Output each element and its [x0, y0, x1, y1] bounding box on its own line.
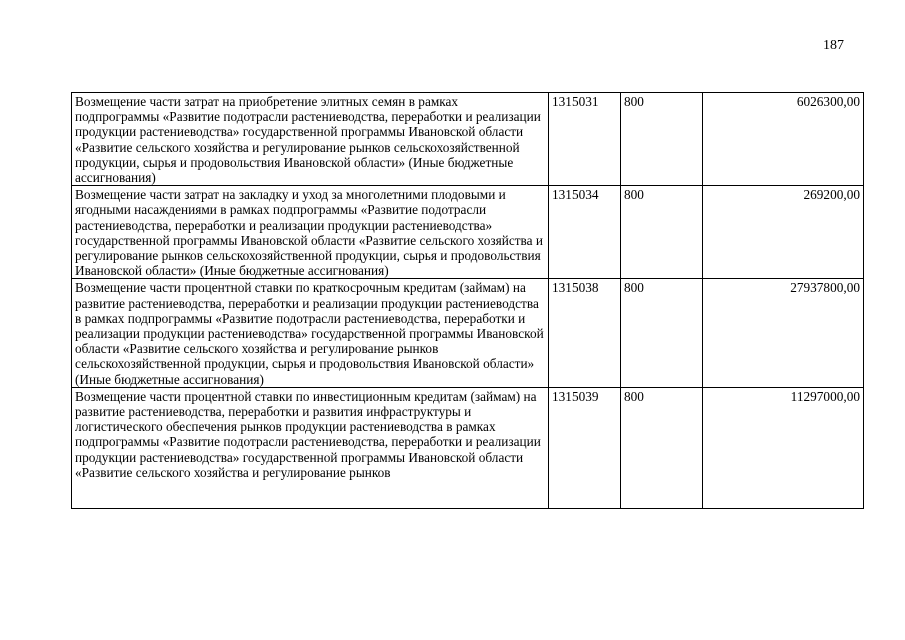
target-code-cell: 1315038 — [549, 279, 621, 387]
table-row — [72, 279, 864, 387]
target-code-cell: 1315031 — [549, 93, 621, 186]
table-row — [72, 186, 864, 279]
expense-type-cell: 800 — [621, 387, 703, 508]
sum-cell: 269200,00 — [703, 186, 864, 279]
target-code-cell: 1315039 — [549, 387, 621, 508]
target-code-cell: 1315034 — [549, 186, 621, 279]
expense-name-cell: Возмещение части процентной ставки по краткосрочным кредитам (займам) на развитие растениеводства, переработки и реализации продукции растениеводства в рамках подпрограммы «Развитие подотрасли растениеводства, переработки и реализации продукции растениеводства» государственной программы Ивановской области «Развитие сельского хозяйства и регулирование рынков сельскохозяйственной продукции, сырья и продовольствия Ивановской области» (Иные бюджетные ассигнования) — [72, 279, 549, 387]
sum-cell: 6026300,00 — [703, 93, 864, 186]
expense-type-cell: 800 — [621, 279, 703, 387]
expense-type-cell: 800 — [621, 186, 703, 279]
expense-name-cell: Возмещение части затрат на приобретение элитных семян в рамках подпрограммы «Развитие подотрасли растениеводства, переработки и реализации продукции растениеводства» государственной программы Ивановской области «Развитие сельского хозяйства и регулирование рынков сельскохозяйственной продукции, сырья и продовольствия Ивановской области» (Иные бюджетные ассигнования) — [72, 93, 549, 186]
expense-type-cell: 800 — [621, 93, 703, 186]
table-row — [72, 93, 864, 186]
expense-name-cell: Возмещение части процентной ставки по инвестиционным кредитам (займам) на развитие растениеводства, переработки и развития инфраструктуры и логистического обеспечения рынков продукции растениеводства в рамках подпрограммы «Развитие подотрасли растениеводства, переработки и реализации продукции растениеводства» государственной программы Ивановской области «Развитие сельского хозяйства и регулирование рынков — [72, 387, 549, 508]
sum-cell: 11297000,00 — [703, 387, 864, 508]
expense-name-cell: Возмещение части затрат на закладку и уход за многолетними плодовыми и ягодными насаждениями в рамках подпрограммы «Развитие подотрасли растениеводства, переработки и реализации продукции растениеводства» государственной программы Ивановской области «Развитие сельского хозяйства и регулирование рынков сельскохозяйственной продукции, сырья и продовольствия Ивановской области» (Иные бюджетные ассигнования) — [72, 186, 549, 279]
table-row — [72, 387, 864, 508]
budget-table — [71, 92, 864, 509]
page-number: 187 — [823, 38, 844, 53]
sum-cell: 27937800,00 — [703, 279, 864, 387]
